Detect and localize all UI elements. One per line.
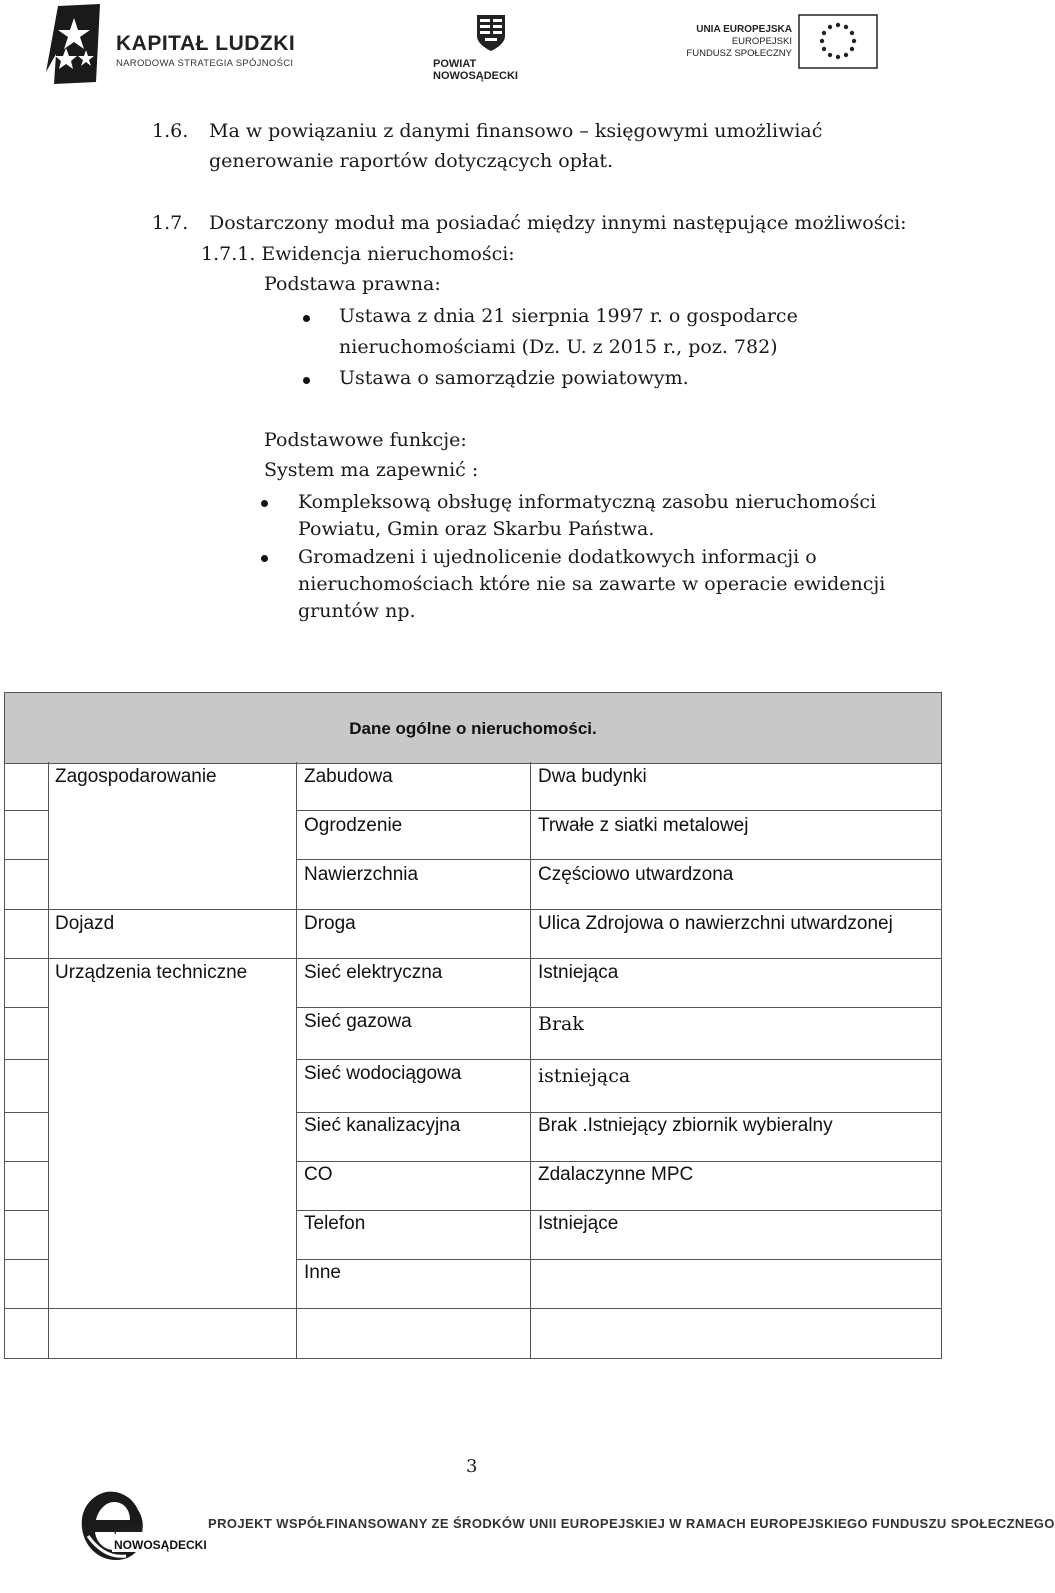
table-cell-item: Sieć kanalizacyjna [304,1115,461,1136]
footer-text: PROJEKT WSPÓŁFINANSOWANY ZE ŚRODKÓW UNII EUROPEJSKIEJ W RAMACH EUROPEJSKIEGO FUNDUSZU SPOŁECZNEGO [208,1516,1055,1531]
table-cell-value: Ulica Zdrojowa o nawierzchni utwardzonej [538,913,893,934]
table-header-title: Dane ogólne o nieruchomości. [349,719,597,738]
footer-powiat-logo [78,1488,207,1568]
kapital-ludzki-title: KAPITAŁ LUDZKI [116,32,296,55]
row-divider [4,859,48,860]
row-divider [4,909,942,910]
row-divider [4,1059,48,1060]
row-divider [4,1210,48,1211]
table-cell-group: Zagospodarowanie [55,766,217,787]
row-divider [4,1259,48,1260]
table-cell-value: Brak .Istniejący zbiornik wybieralny [538,1115,833,1136]
powiat-nowosadecki-logo [430,14,560,82]
item-1-6-number: 1.6. [152,120,189,142]
row-divider [296,859,942,860]
footer-logo-name: NOWOSĄDECKI [114,1538,207,1552]
table-header [4,692,942,764]
row-divider [296,810,942,811]
table-border [4,1358,942,1359]
item-1-7-1-heading: 1.7.1. Ewidencja nieruchomości: [201,243,515,265]
bullet-icon [303,315,310,322]
table-cell-item: Droga [304,913,356,934]
item-1-6-line2: generowanie raportów dotyczących opłat. [209,150,614,172]
kapital-ludzki-logo [44,4,304,86]
table-border [4,762,5,1358]
legal-basis-label: Podstawa prawna: [264,273,441,295]
item-1-6-line1: Ma w powiązaniu z danymi finansowo – księgowymi umożliwiać [209,120,823,142]
table-cell-value: Częściowo utwardzona [538,864,734,885]
legal-basis-2-line1: Ustawa o samorządzie powiatowym. [339,367,689,389]
bullet-icon [303,377,310,384]
table-cell-value: Istniejące [538,1213,619,1234]
function-1-line2: Powiatu, Gmin oraz Skarbu Państwa. [298,518,655,540]
table-cell-value: Dwa budynki [538,766,647,787]
bullet-icon [261,500,268,507]
function-2-line3: gruntów np. [298,600,416,622]
row-divider [4,1112,48,1113]
column-divider [530,762,531,1358]
table-cell-item: Nawierzchnia [304,864,419,885]
page-number: 3 [466,1456,478,1477]
row-divider [296,1007,942,1008]
table-cell-item: Inne [304,1262,341,1283]
table-cell-item: Sieć gazowa [304,1011,412,1032]
column-divider [48,762,49,1358]
table-cell-item: CO [304,1164,333,1185]
table-cell-value: istniejąca [538,1065,631,1087]
table-cell-value: Istniejąca [538,962,619,983]
table-cell-group: Urządzenia techniczne [55,962,248,983]
legal-basis-1-line2: nieruchomościami (Dz. U. z 2015 r., poz. 782) [339,336,778,358]
row-divider [296,1161,942,1162]
table-cell-item: Zabudowa [304,766,393,787]
function-1-line1: Kompleksową obsługę informatyczną zasobu nieruchomości [298,491,877,513]
row-divider [4,958,942,959]
table-border [941,762,942,1358]
property-data-table [4,692,942,1359]
row-divider [4,810,48,811]
table-cell-item: Ogrodzenie [304,815,403,836]
table-cell-item: Sieć elektryczna [304,962,443,983]
column-divider [296,762,297,1358]
row-divider [4,1161,48,1162]
ue-efs-logo [680,14,880,72]
bullet-icon [261,555,268,562]
kapital-ludzki-subtitle: NARODOWA STRATEGIA SPÓJNOŚCI [116,58,294,69]
kapital-ludzki-emblem-icon [44,4,102,84]
item-1-7-text: Dostarczony moduł ma posiadać między innymi następujące możliwości: [209,212,907,234]
row-divider [296,1059,942,1060]
functions-label: Podstawowe funkcje: [264,429,467,451]
ue-line3: FUNDUSZ SPOŁECZNY [686,48,792,59]
item-1-7-number: 1.7. [152,212,189,234]
row-divider [4,1007,48,1008]
row-divider [4,1308,942,1309]
table-cell-group: Dojazd [55,913,115,934]
ue-line1: UNIA EUROPEJSKA [696,24,792,35]
eu-flag-icon [798,14,878,69]
function-2-line2: nieruchomościach które nie sa zawarte w operacie ewidencji [298,573,886,595]
ue-logo-text [680,24,792,60]
table-cell-value: Trwałe z siatki metalowej [538,815,749,836]
row-divider [296,1112,942,1113]
row-divider [296,1259,942,1260]
table-cell-item: Telefon [304,1213,366,1234]
row-divider [296,1210,942,1211]
coat-of-arms-icon [476,14,506,52]
powiat-logo-label: POWIAT NOWOSĄDECKI [433,58,518,82]
ue-line2: EUROPEJSKI [731,36,792,47]
footer-logo-small: powiat [114,1524,143,1534]
legal-basis-1-line1: Ustawa z dnia 21 sierpnia 1997 r. o gospodarce [339,305,798,327]
function-2-line1: Gromadzeni i ujednolicenie dodatkowych informacji o [298,546,817,568]
table-cell-item: Sieć wodociągowa [304,1063,462,1084]
system-label: System ma zapewnić : [264,459,479,481]
table-cell-value: Brak [538,1013,584,1035]
table-cell-value: Zdalaczynne MPC [538,1164,694,1185]
